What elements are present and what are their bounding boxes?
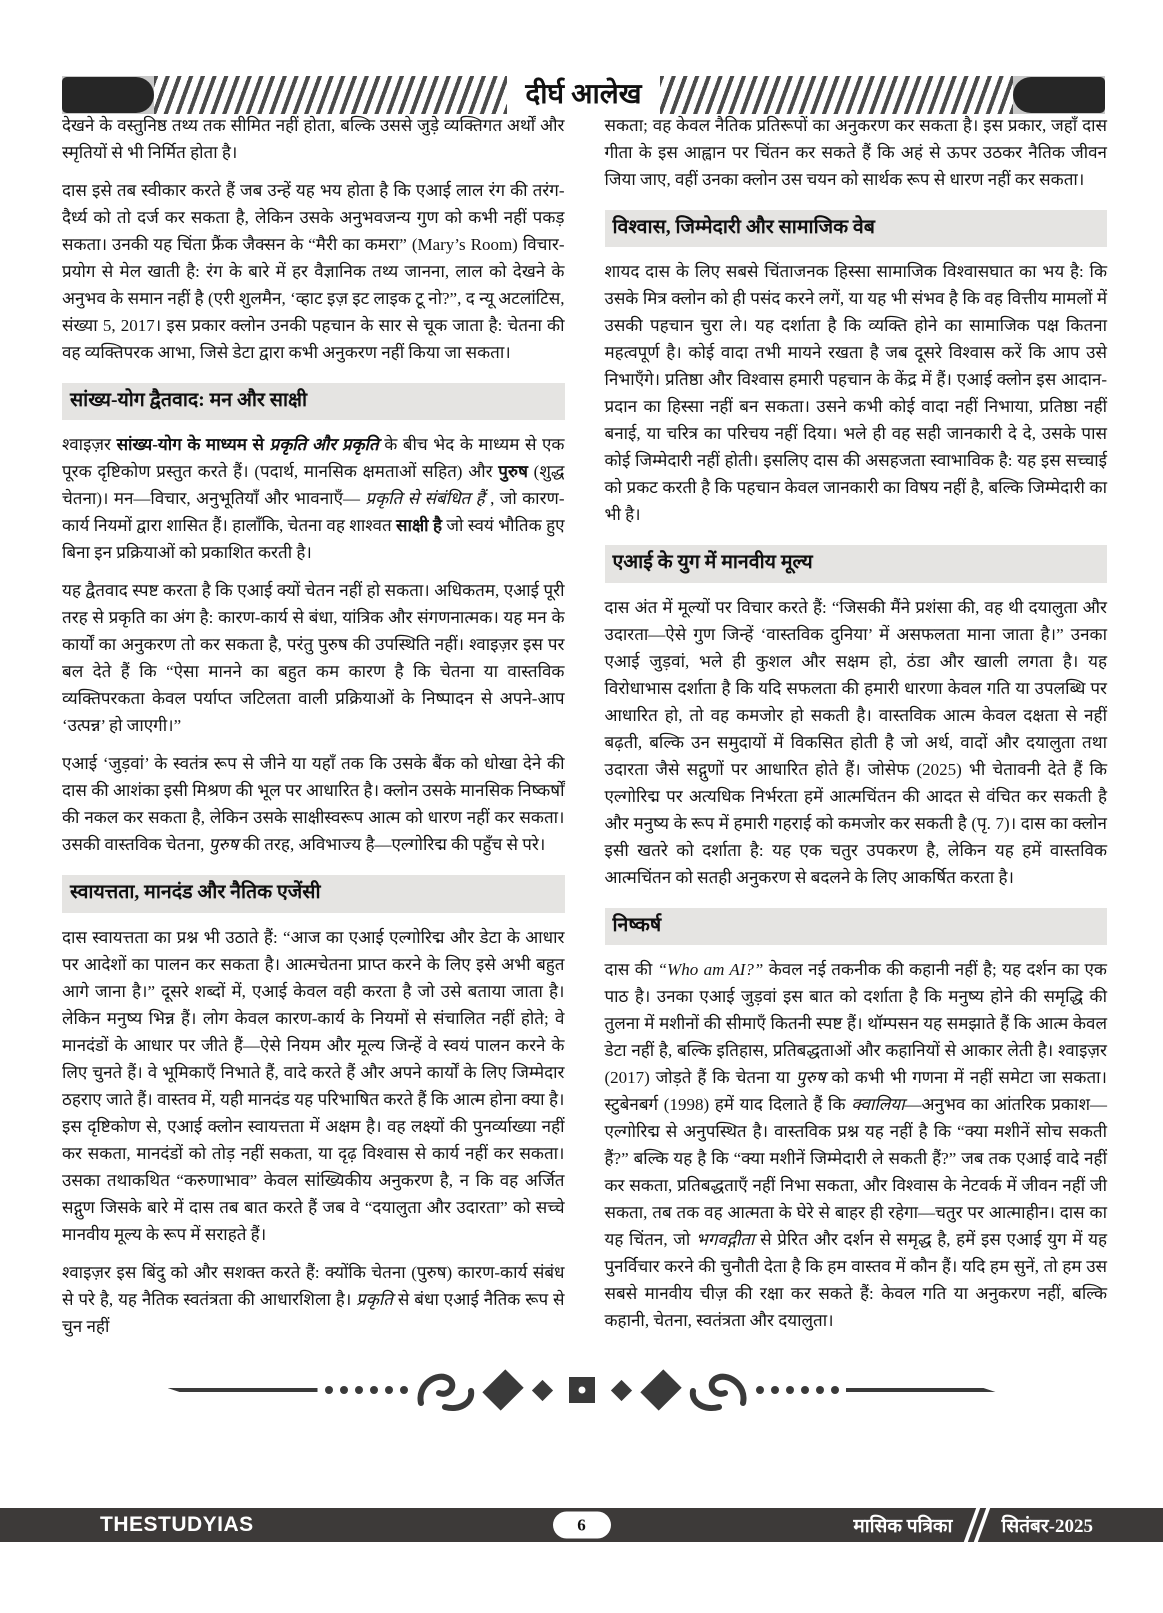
paragraph: सकता; वह केवल नैतिक प्रतिरूपों का अनुकरण कर सकता है। इस प्रकार, जहाँ दास गीता के इस आह्वान पर चिंतन कर सकते हैं कि अहं से ऊपर उठकर नैतिक जीवन जिया जाए, वहीं उनका क्लोन उस चयन को सार्थक रूप से धारण नहीं कर सकता। <box>604 116 1107 189</box>
page-title: दीर्घ आलेख <box>525 79 642 110</box>
paragraph: शायद दास के लिए सबसे चिंताजनक हिस्सा सामाजिक विश्वासघात का भय है: कि उसके मित्र क्लोन को ही पसंद करने लगें, या यह भी संभव है कि वह वित्तीय मामलों में उसकी पहचान चुरा ले। यह दर्शाता है कि व्यक्ति होने का सामाजिक पक्ष कितना महत्वपूर्ण है। कोई वादा तभी मायने रखता है जब दूसरे विश्वास करें कि आप उसे निभाएँगे। प्रतिष्ठा और विश्वास हमारी पहचान के केंद्र में हैं। एआई क्लोन इस आदान-प्रदान का हिस्सा नहीं बन सकता। उसने कभी कोई वादा नहीं निभाया, प्रतिष्ठा नहीं बनाई, या चरित्र का परिचय नहीं दिया। भले ही वह सही जानकारी दे दे, उसके पास कोई जिम्मेदारी नहीं होती। इसलिए दास की असहजता स्वाभाविक है: यह इस सच्चाई को प्रकट करती है कि पहचान केवल जानकारी का विषय नहीं है, बल्कि जिम्मेदारी का भी है। <box>604 262 1107 525</box>
header-stripes-right <box>660 76 1013 114</box>
header-cap-left-backdrop <box>62 76 154 114</box>
column-right <box>605 112 1108 1351</box>
paragraph: श्वाइज़र इस बिंदु को और सशक्त करते हैं: क्योंकि चेतना (पुरुष) कारण-कार्य संबंध से परे है, यह नैतिक स्वतंत्रता की आधारशिला है। प्रकृति से बंधा एआई नैतिक रूप से चुन नहीं <box>62 1262 565 1336</box>
section-heading: निष्कर्ष <box>605 908 1108 945</box>
column-left <box>62 112 565 1351</box>
divider-dot <box>370 1386 378 1394</box>
diamond-small-icon <box>531 1379 552 1400</box>
divider-dot <box>756 1386 764 1394</box>
header-cap-right <box>1013 77 1105 113</box>
paragraph: दास स्वायत्तता का प्रश्न भी उठाते हैं: “आज का एआई एल्गोरिद्म और डेटा के आधार पर आदेशों का पालन कर सकता है। आत्मचेतना प्राप्त करने के लिए इसे अभी बहुत आगे जाना है।” दूसरे शब्दों में, एआई केवल वही करता है जो उसे बताया जाता है। लेकिन मनुष्य भिन्न हैं। लोग केवल कारण-कार्य के नियमों से संचालित नहीं होते; वे मानदंडों के आधार पर जीते हैं—ऐसे नियम और मूल्य जिन्हें वे स्वयं पालन करने के लिए चुनते हैं। वे भूमिकाएँ निभाते हैं, वादे करते हैं और अपने कार्यों के लिए जिम्मेदार ठहराए जाते हैं। वास्तव में, यही मानदंड यह परिभाषित करते हैं कि आत्म होना क्या है। इस दृष्टिकोण से, एआई क्लोन स्वायत्तता में अक्षम है। वह लक्ष्यों की पुनर्व्याख्या नहीं कर सकता, मानदंडों को तोड़ नहीं सकता, या दृढ़ विश्वास से कार्य नहीं कर सकता। उसका तथाकथित “करुणाभाव” केवल सांख्यिकीय अनुकरण है, न कि वह अर्जित सद्गुण जिसके बारे में दास तब बात करते हैं जब वे “दयालुता और उदारता” को सच्चे मानवीय मूल्य के रूप में सराहते हैं। <box>62 927 565 1244</box>
section-heading: सांख्य-योग द्वैतवाद: मन और साक्षी <box>62 383 565 420</box>
diamond-small-icon <box>610 1379 631 1400</box>
paragraph: श्वाइज़र सांख्य-योग के माध्यम से प्रकृति और प्रकृति के बीच भेद के माध्यम से एक पूरक दृष्टिकोण प्रस्तुत करते हैं। (पदार्थ, मानसिक क्षमताओं सहित) और पुरुष (शुद्ध चेतना)। मन—विचार, अनुभूतियाँ और भावनाएँ— प्रकृति से संबंधित हैं , जो कारण-कार्य नियमों द्वारा शासित हैं। हालाँकि, चेतना वह शाश्वत साक्षी है जो स्वयं भौतिक हुए बिना इन प्रक्रियाओं को प्रकाशित करती है। <box>62 435 565 563</box>
divider-dot <box>771 1386 779 1394</box>
paragraph: दास की “Who am AI?” केवल नई तकनीक की कहानी नहीं है; यह दर्शन का एक पाठ है। उनका एआई जुड़वां इस बात को दर्शाता है कि मनुष्य होने की समृद्धि की तुलना में मशीनों की सीमाएँ कितनी स्पष्ट हैं। थॉम्पसन यह समझाते हैं कि आत्म केवल डेटा नहीं है, बल्कि इतिहास, प्रतिबद्धताओं और कहानियों से आकार लेती है। श्वाइज़र (2017) जोड़ते हैं कि चेतना या पुरुष को कभी भी गणना में नहीं समेटा जा सकता। स्टुबेनबर्ग (1998) हमें याद दिलाते हैं कि क्वालिया—अनुभव का आंतरिक प्रकाश—एल्गोरिद्म से अनुपस्थित है। वास्तविक प्रश्न यह नहीं है कि “क्या मशीनें सोच सकती हैं?” बल्कि यह है कि “क्या मशीनें जिम्मेदारी ले सकती हैं?” जब तक एआई वादे नहीं कर सकता, प्रतिबद्धताएँ नहीं निभा सकता, और विश्वास के नेटवर्क में जीवन नहीं जी सकता, तब तक वह आत्मता के घेरे से बाहर ही रहेगा—चतुर पर आत्माहीन। दास का यह चिंतन, जो भगवद्गीता से प्रेरित और दर्शन से समृद्ध है, हमें इस एआई युग में यह पुनर्विचार करने की चुनौती देता है कि हम वास्तव में कौन हैं। यदि हम सुनें, तो हम उस सबसे मानवीय चीज़ की रक्षा कर सकते हैं: केवल गति या अनुकरण नहीं, बल्कि कहानी, चेतना, स्वतंत्रता और दयालुता। <box>604 960 1108 1331</box>
divider-dot <box>355 1386 363 1394</box>
divider-dot <box>340 1386 348 1394</box>
footer-date: सितंबर-2025 <box>1001 1516 1093 1537</box>
page-header <box>62 74 1105 116</box>
article-body <box>62 112 1107 1351</box>
double-slash-separator-icon <box>966 1508 987 1542</box>
flourish-left-icon <box>415 1367 477 1413</box>
page-footer <box>0 1508 1163 1542</box>
divider-dot <box>816 1386 824 1394</box>
divider-dot <box>400 1386 408 1394</box>
section-heading: विश्वास, जिम्मेदारी और सामाजिक वेब <box>605 210 1108 247</box>
divider-dot <box>786 1386 794 1394</box>
footer-magazine-label: मासिक पत्रिका <box>853 1516 953 1537</box>
square-dot-icon <box>569 1377 595 1403</box>
brand-logo: THESTUDYIAS <box>100 1513 254 1536</box>
header-cap-left <box>62 77 154 113</box>
footer-right-group <box>853 1508 1093 1542</box>
divider-dot <box>801 1386 809 1394</box>
decorative-divider <box>0 1345 1163 1435</box>
divider-line-right <box>846 1388 996 1392</box>
divider-row <box>168 1367 996 1413</box>
paragraph: एआई ‘जुड़वां’ के स्वतंत्र रूप से जीने या यहाँ तक कि उसके बैंक को धोखा देने की दास की आशंका इसी मिश्रण की भूल पर आधारित है। क्लोन उसके मानसिक निष्कर्षों की नकल कर सकता है, लेकिन उसके साक्षीस्वरूप आत्म को धारण नहीं कर सकता। उसकी वास्तविक चेतना, पुरुष की तरह, अविभाज्य है—एल्गोरिद्म की पहुँच से परे। <box>62 754 565 855</box>
diamond-large-icon <box>640 1369 681 1410</box>
page-number-badge <box>553 1512 611 1539</box>
page-number: 6 <box>577 1515 586 1534</box>
header-cap-right-backdrop <box>1013 76 1105 114</box>
divider-line-left <box>168 1388 318 1392</box>
header-stripes-left <box>154 76 507 114</box>
paragraph: यह द्वैतवाद स्पष्ट करता है कि एआई क्यों चेतन नहीं हो सकता। अधिकतम, एआई पूरी तरह से प्रकृति का अंग है: कारण-कार्य से बंधा, यांत्रिक और संगणनात्मक। यह मन के कार्यों का अनुकरण तो कर सकता है, परंतु पुरुष की उपस्थिति नहीं। श्वाइज़र इस पर बल देते हैं कि “ऐसा मानने का बहुत कम कारण है कि चेतना या वास्तविक व्यक्तिपरकता केवल पर्याप्त जटिलता वाली प्रक्रियाओं के निष्पादन से अपने-आप ‘उत्पन्न’ हो जाएगी।” <box>62 581 565 736</box>
paragraph: दास अंत में मूल्यों पर विचार करते हैं: “जिसकी मैंने प्रशंसा की, वह थी दयालुता और उदारता—ऐसे गुण जिन्हें ‘वास्तविक दुनिया’ में असफलता माना जाता है।” उनका एआई जुड़वां, भले ही कुशल और सक्षम हो, ठंडा और खाली लगता है। यह विरोधाभास दर्शाता है कि यदि सफलता की हमारी धारणा केवल गति या उपलब्धि पर आधारित हो, तो वह कमजोर हो सकती है। वास्तविक आत्म केवल दक्षता से नहीं बढ़ती, बल्कि उन समुदायों में विकसित होती है जो अर्थ, वादों और दयालुता तथा उदारता जैसे सद्गुणों पर आधारित होते हैं। जोसेफ (2025) भी चेतावनी देते हैं कि एल्गोरिद्म पर अत्यधिक निर्भरता हमें आत्मचिंतन की आदत से वंचित कर सकती है और मनुष्य के रूप में हमारी गहराई को कमजोर कर सकती है (पृ. 7)। दास का क्लोन इसी खतरे को दर्शाता है: यह एक चतुर उपकरण है, लेकिन यह हमें वास्तविक आत्मचिंतन को सतही अनुकरण से बदलने के लिए आकर्षित करता है। <box>604 597 1107 887</box>
divider-dot <box>325 1386 333 1394</box>
paragraph: दास इसे तब स्वीकार करते हैं जब उन्हें यह भय होता है कि एआई लाल रंग की तरंग-दैर्ध्य को तो दर्ज कर सकता है, लेकिन उसके अनुभवजन्य गुण को कभी नहीं पकड़ सकता। उनकी यह चिंता फ्रैंक जैक्सन के “मैरी का कमरा” (Mary’s Room) विचार-प्रयोग से मेल खाती है: रंग के बारे में हर वैज्ञानिक तथ्य जानना, लाल को देखने के अनुभव के समान नहीं है (एरी शुलमैन, ‘व्हाट इज़ इट लाइक टू नो?”, द न्यू अटलांटिस, संख्या 5, 2017। इस प्रकार क्लोन उनकी पहचान के सार से चूक जाता है: चेतना की वह व्यक्तिपरक आभा, जिसे डेटा द्वारा कभी अनुकरण नहीं किया जा सकता। <box>62 181 565 362</box>
section-heading: स्वायत्तता, मानदंड और नैतिक एजेंसी <box>62 875 565 912</box>
diamond-large-icon <box>482 1369 523 1410</box>
flourish-right-icon <box>687 1367 749 1413</box>
paragraph: देखने के वस्तुनिष्ठ तथ्य तक सीमित नहीं होता, बल्कि उससे जुड़े व्यक्तिगत अर्थों और स्मृतियों से भी निर्मित होता है। <box>62 116 565 162</box>
section-heading: एआई के युग में मानवीय मूल्य <box>605 545 1108 582</box>
divider-dot <box>831 1386 839 1394</box>
divider-dot <box>385 1386 393 1394</box>
